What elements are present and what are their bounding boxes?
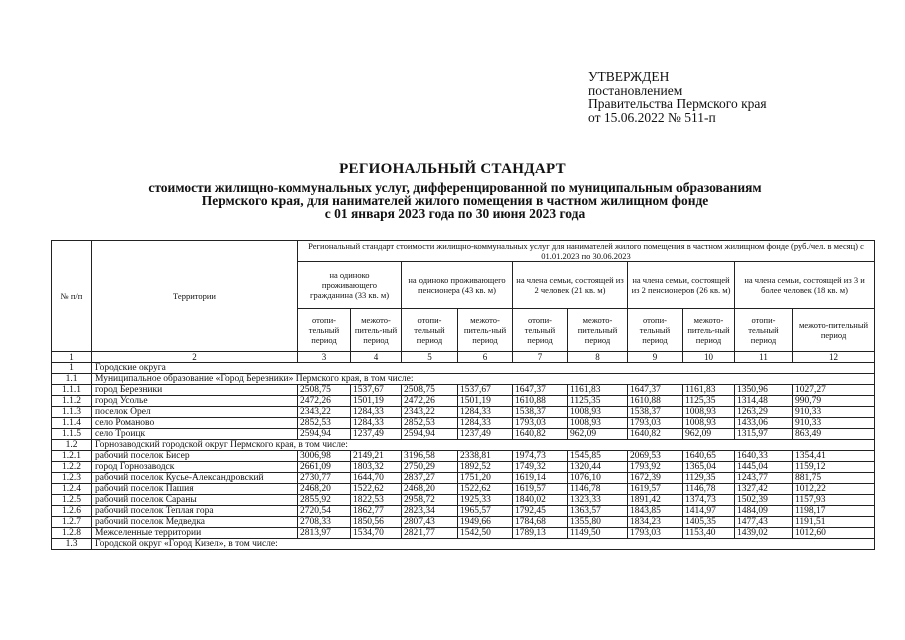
cost-value: 1803,32 [351,462,402,473]
cost-value: 2823,34 [402,506,458,517]
column-number-row [52,352,875,363]
cost-value: 2472,26 [402,396,458,407]
table-header [52,241,875,363]
territory-name: рабочий поселок Сараны [92,495,298,506]
cost-value: 1198,17 [793,506,875,517]
cost-value: 1284,33 [351,418,402,429]
territory-name: рабочий поселок Пашия [92,484,298,495]
row-num: 1.2.8 [52,528,92,539]
col-header-heating: отопи-тельный период [628,309,683,352]
table-row [52,429,875,440]
cost-value: 1793,03 [513,418,568,429]
cost-value: 1784,68 [513,517,568,528]
cost-value: 2594,94 [402,429,458,440]
cost-value: 2594,94 [298,429,351,440]
cost-value: 2813,97 [298,528,351,539]
cost-value: 1850,56 [351,517,402,528]
cost-value: 1644,70 [351,473,402,484]
row-num: 1.1.1 [52,385,92,396]
cost-value: 2343,22 [402,407,458,418]
cost-value: 910,33 [793,407,875,418]
cost-value: 1374,73 [683,495,735,506]
cost-value: 1027,27 [793,385,875,396]
cost-value: 2468,20 [402,484,458,495]
col-header-heating: отопи-тельный период [402,309,458,352]
cost-value: 1149,50 [568,528,628,539]
section-row [52,539,875,550]
section-row [52,440,875,451]
territory-name: город Усолье [92,396,298,407]
column-number: 8 [568,352,628,363]
cost-value: 1243,77 [735,473,793,484]
table-row [52,473,875,484]
row-num: 1.2.5 [52,495,92,506]
cost-value: 1640,33 [735,451,793,462]
cost-value: 1008,93 [683,407,735,418]
row-num: 1.2.2 [52,462,92,473]
row-num: 1.1.5 [52,429,92,440]
cost-value: 1965,57 [458,506,513,517]
column-number: 10 [683,352,735,363]
cost-value: 1640,82 [628,429,683,440]
cost-value: 1008,93 [568,418,628,429]
column-number: 3 [298,352,351,363]
cost-value: 3196,58 [402,451,458,462]
cost-value: 962,09 [683,429,735,440]
table-row [52,418,875,429]
cost-value: 2661,09 [298,462,351,473]
cost-value: 1445,04 [735,462,793,473]
cost-value: 1822,53 [351,495,402,506]
territory-name: рабочий поселок Медведка [92,517,298,528]
column-number: 2 [92,352,298,363]
cost-value: 1502,39 [735,495,793,506]
cost-value: 2852,53 [298,418,351,429]
cost-value: 1925,33 [458,495,513,506]
cost-value: 2508,75 [298,385,351,396]
cost-value: 1793,03 [628,418,683,429]
cost-value: 2750,29 [402,462,458,473]
cost-value: 1237,49 [458,429,513,440]
cost-value: 1237,49 [351,429,402,440]
section-row [52,374,875,385]
cost-value: 1363,57 [568,506,628,517]
cost-value: 1840,02 [513,495,568,506]
cost-value: 1076,10 [568,473,628,484]
territory-name: село Романово [92,418,298,429]
cost-value: 1125,35 [568,396,628,407]
table-row [52,451,875,462]
cost-value: 1146,78 [568,484,628,495]
cost-value: 1749,32 [513,462,568,473]
cost-value: 2958,72 [402,495,458,506]
cost-value: 1534,70 [351,528,402,539]
cost-value: 1792,45 [513,506,568,517]
col-header-heating: отопи-тельный период [735,309,793,352]
section-num: 1 [52,363,92,374]
territory-name: рабочий поселок Кусье-Александровский [92,473,298,484]
approval-line: Правительства Пермского края [588,96,767,111]
cost-value: 1672,39 [628,473,683,484]
cost-value: 1545,85 [568,451,628,462]
cost-value: 1263,29 [735,407,793,418]
cost-value: 1191,51 [793,517,875,528]
approval-line: от 15.06.2022 № 511-п [588,109,716,125]
cost-value: 1284,33 [458,407,513,418]
cost-value: 1974,73 [513,451,568,462]
cost-value: 1501,19 [458,396,513,407]
cost-value: 1320,44 [568,462,628,473]
cost-value: 2069,53 [628,451,683,462]
table-row [52,506,875,517]
cost-value: 1647,37 [513,385,568,396]
cost-value: 1414,97 [683,506,735,517]
cost-value: 2338,81 [458,451,513,462]
cost-value: 2730,77 [298,473,351,484]
column-number: 1 [52,352,92,363]
cost-value: 1153,40 [683,528,735,539]
row-num: 1.2.7 [52,517,92,528]
row-num: 1.2.3 [52,473,92,484]
cost-value: 1789,13 [513,528,568,539]
col-header-nonheating: межото-питель-ный период [458,309,513,352]
cost-value: 2821,77 [402,528,458,539]
cost-value: 1522,62 [351,484,402,495]
col-header-heating: отопи-тельный период [513,309,568,352]
subtitle-line: стоимости жилищно-коммунальных услуг, дифференцированной по муниципальным образованиям [148,180,762,195]
cost-value: 1484,09 [735,506,793,517]
column-number: 9 [628,352,683,363]
cost-value: 2855,92 [298,495,351,506]
cost-value: 1323,33 [568,495,628,506]
section-label: Городской округ «Город Кизел», в том числе: [92,539,875,550]
row-num: 1.1.2 [52,396,92,407]
cost-value: 1647,37 [628,385,683,396]
cost-value: 1619,14 [513,473,568,484]
cost-value: 1355,80 [568,517,628,528]
row-num: 1.2.1 [52,451,92,462]
cost-value: 2508,75 [402,385,458,396]
col-header-num: № п/п [52,241,92,352]
col-header-territory: Территории [92,241,298,352]
document-subtitle [60,181,850,220]
cost-value: 2837,27 [402,473,458,484]
cost-value: 910,33 [793,418,875,429]
cost-value: 863,49 [793,429,875,440]
column-number: 7 [513,352,568,363]
approval-line: УТВЕРЖДЕН [588,69,670,84]
cost-value: 1619,57 [513,484,568,495]
column-number: 12 [793,352,875,363]
cost-value: 1610,88 [513,396,568,407]
cost-value: 2343,22 [298,407,351,418]
cost-value: 1793,92 [628,462,683,473]
cost-value: 1327,42 [735,484,793,495]
cost-value: 1640,65 [683,451,735,462]
table-row [52,484,875,495]
cost-value: 2149,21 [351,451,402,462]
table-row [52,407,875,418]
cost-value: 1538,37 [628,407,683,418]
cost-value: 1159,12 [793,462,875,473]
col-header-category: на члена семьи, состоящей из 2 человек (21 кв. м) [513,262,628,309]
cost-value: 1537,67 [458,385,513,396]
cost-value: 1350,96 [735,385,793,396]
row-num: 1.2.4 [52,484,92,495]
table-row [52,517,875,528]
cost-value: 1157,93 [793,495,875,506]
cost-value: 1012,60 [793,528,875,539]
section-row [52,363,875,374]
cost-value: 1433,06 [735,418,793,429]
col-header-nonheating: межото-пительный период [793,309,875,352]
cost-value: 1405,35 [683,517,735,528]
cost-value: 1843,85 [628,506,683,517]
cost-value: 1284,33 [458,418,513,429]
cost-value: 962,09 [568,429,628,440]
cost-value: 1284,33 [351,407,402,418]
cost-value: 2708,33 [298,517,351,528]
table-row [52,462,875,473]
cost-value: 2852,53 [402,418,458,429]
cost-value: 1315,97 [735,429,793,440]
table-row [52,528,875,539]
cost-value: 1640,82 [513,429,568,440]
section-label: Городские округа [92,363,875,374]
approval-stamp [588,70,767,124]
cost-value: 3006,98 [298,451,351,462]
cost-value: 1751,20 [458,473,513,484]
cost-value: 1610,88 [628,396,683,407]
territory-name: село Троицк [92,429,298,440]
table-row [52,495,875,506]
cost-value: 1501,19 [351,396,402,407]
cost-value: 1537,67 [351,385,402,396]
cost-value: 990,79 [793,396,875,407]
subtitle-line: с 01 января 2023 года по 30 июня 2023 года [324,206,586,221]
territory-name: Межселенные территории [92,528,298,539]
cost-value: 1834,23 [628,517,683,528]
cost-value: 1439,02 [735,528,793,539]
row-num: 1.1.4 [52,418,92,429]
approval-line: постановлением [588,82,683,98]
column-number: 5 [402,352,458,363]
cost-value: 1949,66 [458,517,513,528]
cost-value: 1891,42 [628,495,683,506]
cost-value: 881,75 [793,473,875,484]
column-number: 6 [458,352,513,363]
cost-value: 1314,48 [735,396,793,407]
cost-value: 1012,22 [793,484,875,495]
cost-value: 1793,03 [628,528,683,539]
col-header-category: на одиноко проживающего пенсионера (43 кв. м) [402,262,513,309]
table-body [52,363,875,550]
section-num: 1.1 [52,374,92,385]
cost-value: 2472,26 [298,396,351,407]
row-num: 1.2.6 [52,506,92,517]
col-header-category: на члена семьи, состоящей из 2 пенсионеров (26 кв. м) [628,262,735,309]
row-num: 1.1.3 [52,407,92,418]
territory-name: рабочий поселок Бисер [92,451,298,462]
cost-value: 1008,93 [568,407,628,418]
table-row [52,396,875,407]
section-label: Муниципальное образование «Город Березники» Пермского края, в том числе: [92,374,875,385]
cost-value: 2468,20 [298,484,351,495]
territory-name: поселок Орел [92,407,298,418]
cost-value: 1161,83 [568,385,628,396]
col-header-nonheating: межото-питель-ный период [351,309,402,352]
standard-table [51,240,875,550]
section-label: Горнозаводский городской округ Пермского края, в том числе: [92,440,875,451]
column-number: 4 [351,352,402,363]
section-num: 1.3 [52,539,92,550]
document-title: РЕГИОНАЛЬНЫЙ СТАНДАРТ [339,161,566,177]
col-header-nonheating: межото-пительный период [568,309,628,352]
cost-value: 1125,35 [683,396,735,407]
territory-name: город Березники [92,385,298,396]
col-header-group: Региональный стандарт стоимости жилищно-коммунальных услуг для нанимателей жилого помещения в частном жилищном фонде (руб./чел. в месяц) с 01.01.2023 по 30.06.2023 [298,241,875,262]
cost-value: 1892,52 [458,462,513,473]
cost-value: 1619,57 [628,484,683,495]
col-header-category: на одиноко проживающего гражданина (33 кв. м) [298,262,402,309]
cost-value: 1146,78 [683,484,735,495]
cost-value: 1365,04 [683,462,735,473]
cost-value: 1862,77 [351,506,402,517]
section-num: 1.2 [52,440,92,451]
col-header-nonheating: межото-питель-ный период [683,309,735,352]
column-number: 11 [735,352,793,363]
territory-name: город Горнозаводск [92,462,298,473]
col-header-heating: отопи-тельный период [298,309,351,352]
territory-name: рабочий поселок Теплая гора [92,506,298,517]
cost-value: 1477,43 [735,517,793,528]
col-header-category: на члена семьи, состоящей из 3 и более человек (18 кв. м) [735,262,875,309]
cost-value: 1538,37 [513,407,568,418]
subtitle-line: Пермского края, для нанимателей жилого помещения в частном жилищном фонде [201,193,709,208]
cost-value: 1161,83 [683,385,735,396]
cost-value: 1542,50 [458,528,513,539]
cost-value: 1008,93 [683,418,735,429]
cost-value: 2720,54 [298,506,351,517]
table-row [52,385,875,396]
cost-value: 1354,41 [793,451,875,462]
cost-value: 1522,62 [458,484,513,495]
cost-value: 1129,35 [683,473,735,484]
cost-value: 2807,43 [402,517,458,528]
